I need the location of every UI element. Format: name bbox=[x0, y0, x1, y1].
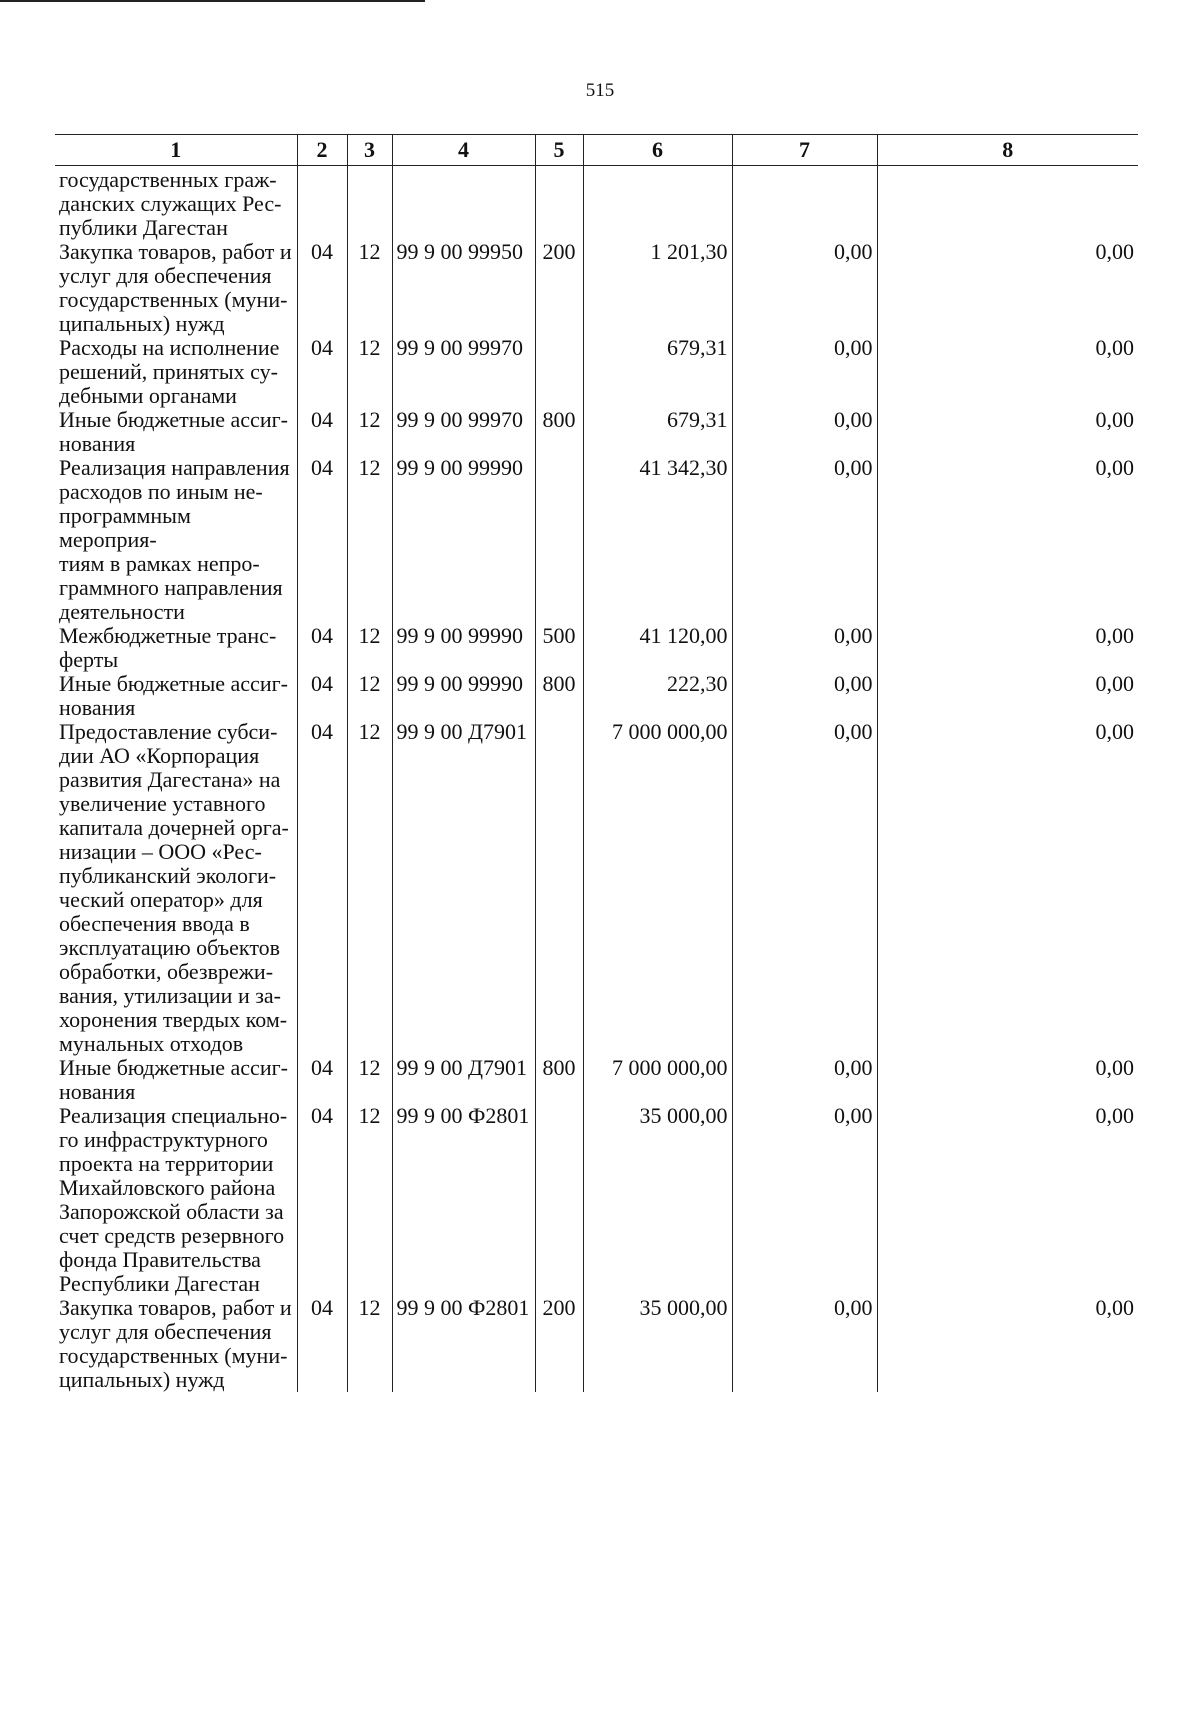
amount-2026: 0,00 bbox=[732, 240, 877, 336]
target-article-code: 99 9 00 99990 bbox=[392, 672, 535, 720]
table-row bbox=[55, 720, 1138, 1056]
page-number: 515 bbox=[585, 80, 615, 101]
expense-type-code: 800 bbox=[535, 672, 583, 720]
row-description: Закупка товаров, работ и услуг для обеспечения государственных (муни- ципальных) нужд bbox=[59, 1295, 292, 1392]
budget-table bbox=[55, 134, 1138, 1392]
subsection-code: 12 bbox=[347, 1104, 392, 1296]
amount-2026: 0,00 bbox=[732, 672, 877, 720]
subsection-code: 12 bbox=[347, 1296, 392, 1392]
section-code: 04 bbox=[297, 720, 347, 1056]
table-row bbox=[55, 1296, 1138, 1392]
section-code bbox=[297, 166, 347, 241]
table-row bbox=[55, 336, 1138, 408]
row-description-cell bbox=[55, 336, 297, 408]
expense-type-code bbox=[535, 720, 583, 1056]
amount-2026: 0,00 bbox=[732, 1104, 877, 1296]
expense-type-code: 800 bbox=[535, 408, 583, 456]
subsection-code: 12 bbox=[347, 720, 392, 1056]
target-article-code: 99 9 00 Д7901 bbox=[392, 1056, 535, 1104]
target-article-code: 99 9 00 99990 bbox=[392, 624, 535, 672]
subsection-code: 12 bbox=[347, 624, 392, 672]
target-article-code: 99 9 00 99970 bbox=[392, 336, 535, 408]
amount-2026: 0,00 bbox=[732, 1056, 877, 1104]
expense-type-code bbox=[535, 336, 583, 408]
row-description-cell bbox=[55, 456, 297, 624]
row-description: Реализация направления расходов по иным не- программным мероприя- тиям в рамках непро- граммного направления деятельности bbox=[59, 455, 290, 624]
amount-2025: 1 201,30 bbox=[583, 240, 732, 336]
top-rule bbox=[0, 0, 425, 2]
amount-2026: 0,00 bbox=[732, 336, 877, 408]
amount-2025: 35 000,00 bbox=[583, 1104, 732, 1296]
amount-2025: 679,31 bbox=[583, 408, 732, 456]
row-description: Иные бюджетные ассиг- нования bbox=[59, 407, 288, 456]
row-description: Иные бюджетные ассиг- нования bbox=[59, 1055, 288, 1104]
amount-2027: 0,00 bbox=[877, 672, 1138, 720]
amount-2027 bbox=[877, 166, 1138, 241]
target-article-code: 99 9 00 99970 bbox=[392, 408, 535, 456]
column-header: 7 bbox=[732, 135, 877, 166]
amount-2027: 0,00 bbox=[877, 456, 1138, 624]
amount-2027: 0,00 bbox=[877, 624, 1138, 672]
amount-2027: 0,00 bbox=[877, 1104, 1138, 1296]
row-description-cell bbox=[55, 720, 297, 1056]
expense-type-code bbox=[535, 456, 583, 624]
row-description: Расходы на исполнение решений, принятых су- дебными органами bbox=[59, 335, 280, 408]
amount-2027: 0,00 bbox=[877, 1056, 1138, 1104]
row-description-cell bbox=[55, 624, 297, 672]
amount-2025: 35 000,00 bbox=[583, 1296, 732, 1392]
expense-type-code: 500 bbox=[535, 624, 583, 672]
row-description-cell bbox=[55, 240, 297, 336]
expense-type-code: 200 bbox=[535, 1296, 583, 1392]
section-code: 04 bbox=[297, 624, 347, 672]
target-article-code: 99 9 00 Ф2801 bbox=[392, 1104, 535, 1296]
row-description-cell bbox=[55, 1056, 297, 1104]
section-code: 04 bbox=[297, 336, 347, 408]
table-row bbox=[55, 166, 1138, 241]
amount-2026: 0,00 bbox=[732, 408, 877, 456]
row-description: государственных граж- данских служащих Рес- публики Дагестан bbox=[59, 167, 282, 240]
section-code: 04 bbox=[297, 408, 347, 456]
table-row bbox=[55, 408, 1138, 456]
table-row bbox=[55, 240, 1138, 336]
row-description-cell bbox=[55, 672, 297, 720]
amount-2027: 0,00 bbox=[877, 240, 1138, 336]
amount-2025: 7 000 000,00 bbox=[583, 720, 732, 1056]
expense-type-code bbox=[535, 166, 583, 241]
amount-2025: 41 120,00 bbox=[583, 624, 732, 672]
table-header-row bbox=[55, 135, 1138, 166]
table-row bbox=[55, 1104, 1138, 1296]
subsection-code: 12 bbox=[347, 456, 392, 624]
row-description-cell bbox=[55, 408, 297, 456]
amount-2025: 41 342,30 bbox=[583, 456, 732, 624]
section-code: 04 bbox=[297, 1296, 347, 1392]
target-article-code: 99 9 00 Д7901 bbox=[392, 720, 535, 1056]
subsection-code: 12 bbox=[347, 240, 392, 336]
row-description: Закупка товаров, работ и услуг для обеспечения государственных (муни- ципальных) нужд bbox=[59, 239, 292, 336]
row-description: Реализация специально- го инфраструктурного проекта на территории Михайловского района Запорожской области за счет средств резервного фонда Правительства Республики Дагестан bbox=[59, 1103, 288, 1296]
amount-2027: 0,00 bbox=[877, 336, 1138, 408]
amount-2025: 679,31 bbox=[583, 336, 732, 408]
column-header: 6 bbox=[583, 135, 732, 166]
subsection-code: 12 bbox=[347, 408, 392, 456]
subsection-code: 12 bbox=[347, 336, 392, 408]
amount-2025: 222,30 bbox=[583, 672, 732, 720]
subsection-code bbox=[347, 166, 392, 241]
amount-2026: 0,00 bbox=[732, 624, 877, 672]
expense-type-code bbox=[535, 1104, 583, 1296]
subsection-code: 12 bbox=[347, 1056, 392, 1104]
section-code: 04 bbox=[297, 456, 347, 624]
target-article-code: 99 9 00 Ф2801 bbox=[392, 1296, 535, 1392]
section-code: 04 bbox=[297, 1056, 347, 1104]
amount-2025: 7 000 000,00 bbox=[583, 1056, 732, 1104]
amount-2026: 0,00 bbox=[732, 720, 877, 1056]
subsection-code: 12 bbox=[347, 672, 392, 720]
row-description-cell bbox=[55, 166, 297, 241]
amount-2027: 0,00 bbox=[877, 408, 1138, 456]
expense-type-code: 200 bbox=[535, 240, 583, 336]
column-header: 5 bbox=[535, 135, 583, 166]
column-header: 3 bbox=[347, 135, 392, 166]
section-code: 04 bbox=[297, 672, 347, 720]
target-article-code bbox=[392, 166, 535, 241]
row-description: Иные бюджетные ассиг- нования bbox=[59, 671, 288, 720]
row-description: Предоставление субси- дии АО «Корпорация развития Дагестана» на увеличение уставного капитала дочерней орга- низации – ООО «Рес- публиканский экологи- ческий оператор» для обеспечения ввода в эксплуатацию объектов обработки, обезврежи- вания, утилизации и за- хоронения твердых ком- мунальных отходов bbox=[59, 719, 289, 1056]
row-description: Межбюджетные транс- ферты bbox=[59, 623, 277, 672]
column-header: 1 bbox=[55, 135, 297, 166]
row-description-cell bbox=[55, 1296, 297, 1392]
table-row bbox=[55, 1056, 1138, 1104]
target-article-code: 99 9 00 99950 bbox=[392, 240, 535, 336]
amount-2026 bbox=[732, 166, 877, 241]
section-code: 04 bbox=[297, 1104, 347, 1296]
expense-type-code: 800 bbox=[535, 1056, 583, 1104]
table-row bbox=[55, 672, 1138, 720]
row-description-cell bbox=[55, 1104, 297, 1296]
amount-2027: 0,00 bbox=[877, 720, 1138, 1056]
amount-2026: 0,00 bbox=[732, 456, 877, 624]
column-header: 8 bbox=[877, 135, 1138, 166]
table-row bbox=[55, 624, 1138, 672]
amount-2025 bbox=[583, 166, 732, 241]
table-row bbox=[55, 456, 1138, 624]
amount-2026: 0,00 bbox=[732, 1296, 877, 1392]
amount-2027: 0,00 bbox=[877, 1296, 1138, 1392]
section-code: 04 bbox=[297, 240, 347, 336]
column-header: 4 bbox=[392, 135, 535, 166]
column-header: 2 bbox=[297, 135, 347, 166]
target-article-code: 99 9 00 99990 bbox=[392, 456, 535, 624]
